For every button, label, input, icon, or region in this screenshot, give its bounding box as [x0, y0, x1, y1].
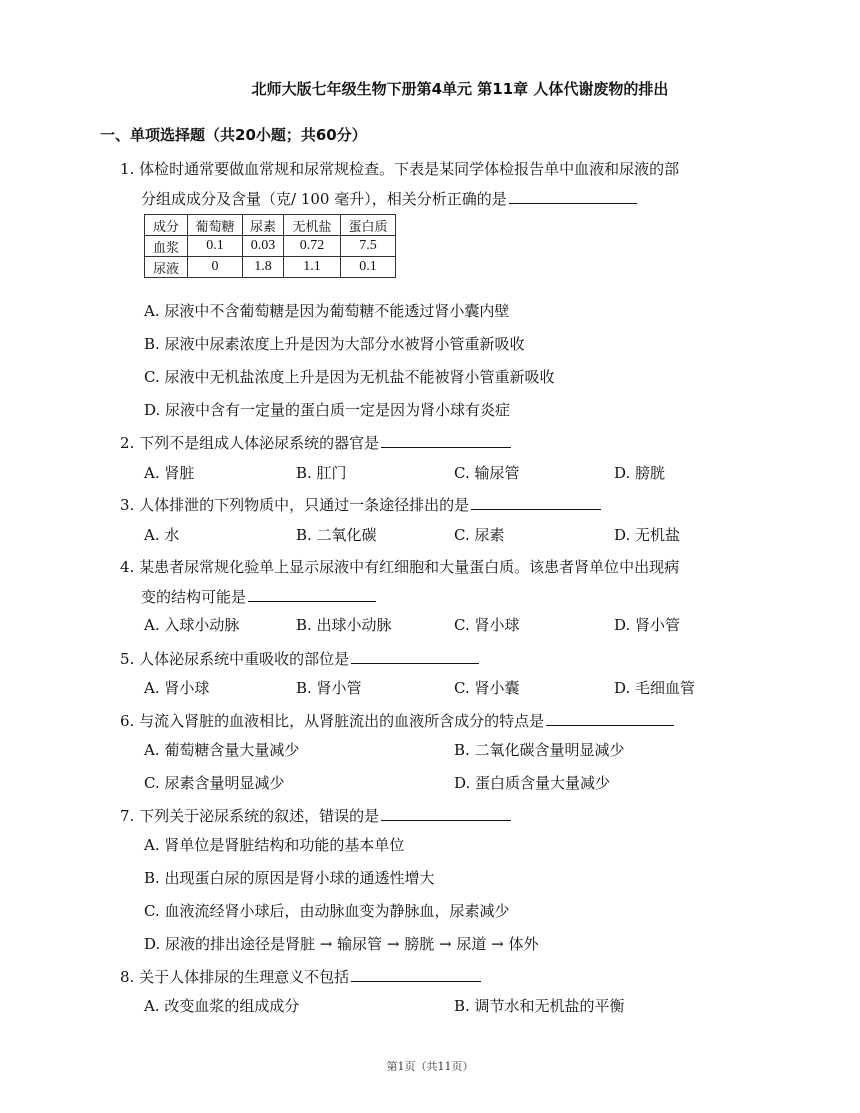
- answer-blank: [351, 649, 479, 664]
- q2-option-d: D. 膀胱: [614, 464, 666, 482]
- page-footer: 第1页（共11页）: [386, 1060, 474, 1073]
- q5-option-a: A. 肾小球: [144, 679, 210, 697]
- answer-blank: [509, 189, 637, 204]
- q4-option-a: A. 入球小动脉: [144, 616, 240, 634]
- table-header: 蛋白质: [341, 215, 396, 236]
- q1-option-b: B. 尿液中尿素浓度上升是因为大部分水被肾小管重新吸收: [144, 335, 525, 353]
- table-cell: 0.03: [243, 236, 284, 257]
- table-cell: 0.72: [284, 236, 341, 257]
- q1-option-a: A. 尿液中不含葡萄糖是因为葡萄糖不能透过肾小囊内壁: [144, 302, 510, 320]
- q4-stem-line1: 4. 某患者尿常规化验单上显示尿液中有红细胞和大量蛋白质。该患者肾单位中出现病: [120, 558, 680, 576]
- q7-option-a: A. 肾单位是肾脏结构和功能的基本单位: [144, 836, 405, 854]
- answer-blank: [381, 433, 511, 448]
- q8-stem-text: 8. 关于人体排尿的生理意义不包括: [120, 968, 350, 986]
- table-cell: 0.1: [341, 257, 396, 278]
- q6-stem-text: 6. 与流入肾脏的血液相比，从肾脏流出的血液所含成分的特点是: [120, 712, 545, 730]
- q2-option-b: B. 肛门: [296, 464, 347, 482]
- q2-option-c: C. 输尿管: [454, 464, 520, 482]
- q4-option-d: D. 肾小管: [614, 616, 681, 634]
- q2-option-a: A. 肾脏: [144, 464, 195, 482]
- table-header: 无机盐: [284, 215, 341, 236]
- q3-stem: [120, 494, 601, 515]
- q2-stem-text: 2. 下列不是组成人体泌尿系统的器官是: [120, 434, 380, 452]
- q8-stem: [120, 966, 481, 987]
- q4-stem-text: 变的结构可能是: [141, 588, 247, 606]
- section-title: 一、单项选择题（共20小题；共60分）: [100, 126, 367, 144]
- q1-stem-line2: [141, 188, 637, 209]
- table-cell: 0: [188, 257, 243, 278]
- table-header: 成分: [145, 215, 188, 236]
- q5-option-b: B. 肾小管: [296, 679, 362, 697]
- q6-option-d: D. 蛋白质含量大量减少: [454, 774, 611, 792]
- q1-stem-text: 分组成成分及含量（克/ 100 毫升），相关分析正确的是: [141, 190, 507, 208]
- page-title: 北师大版七年级生物下册第4单元 第11章 人体代谢废物的排出: [251, 80, 669, 98]
- q7-stem: [120, 805, 511, 826]
- q5-option-c: C. 肾小囊: [454, 679, 520, 697]
- q3-option-b: B. 二氧化碳: [296, 526, 377, 544]
- q3-option-d: D. 无机盐: [614, 526, 681, 544]
- q4-option-b: B. 出球小动脉: [296, 616, 392, 634]
- q6-stem: [120, 710, 674, 731]
- table-header-row: [145, 215, 396, 236]
- q3-option-a: A. 水: [144, 526, 180, 544]
- answer-blank: [248, 587, 376, 602]
- q6-option-b: B. 二氧化碳含量明显减少: [454, 741, 625, 759]
- q6-option-a: A. 葡萄糖含量大量减少: [144, 741, 300, 759]
- answer-blank: [546, 711, 674, 726]
- q5-stem-text: 5. 人体泌尿系统中重吸收的部位是: [120, 650, 350, 668]
- q1-option-c: C. 尿液中无机盐浓度上升是因为无机盐不能被肾小管重新吸收: [144, 368, 555, 386]
- table-cell: 1.8: [243, 257, 284, 278]
- q7-option-d: D. 尿液的排出途径是肾脏 → 输尿管 → 膀胱 → 尿道 → 体外: [144, 935, 539, 953]
- table-header: 葡萄糖: [188, 215, 243, 236]
- q1-table: [144, 214, 396, 278]
- answer-blank: [351, 967, 481, 982]
- table-row: [145, 257, 396, 278]
- q8-option-a: A. 改变血浆的组成成分: [144, 997, 300, 1015]
- q7-stem-text: 7. 下列关于泌尿系统的叙述，错误的是: [120, 807, 380, 825]
- q6-option-c: C. 尿素含量明显减少: [144, 774, 285, 792]
- table-cell: 0.1: [188, 236, 243, 257]
- q4-stem-line2: [141, 586, 376, 607]
- q3-stem-text: 3. 人体排泄的下列物质中，只通过一条途径排出的是: [120, 496, 470, 514]
- q3-option-c: C. 尿素: [454, 526, 505, 544]
- q5-option-d: D. 毛细血管: [614, 679, 696, 697]
- q8-option-b: B. 调节水和无机盐的平衡: [454, 997, 625, 1015]
- q7-option-b: B. 出现蛋白尿的原因是肾小球的通透性增大: [144, 869, 435, 887]
- table-cell: 尿液: [145, 257, 188, 278]
- q7-option-c: C. 血液流经肾小球后，由动脉血变为静脉血，尿素减少: [144, 902, 510, 920]
- q1-stem-line1: 1. 体检时通常要做血常规和尿常规检查。下表是某同学体检报告单中血液和尿液的部: [120, 160, 680, 178]
- q2-stem: [120, 432, 511, 453]
- q5-stem: [120, 648, 479, 669]
- q1-option-d: D. 尿液中含有一定量的蛋白质一定是因为肾小球有炎症: [144, 401, 511, 419]
- q4-option-c: C. 肾小球: [454, 616, 520, 634]
- table-cell: 7.5: [341, 236, 396, 257]
- answer-blank: [471, 495, 601, 510]
- table-cell: 血浆: [145, 236, 188, 257]
- table-row: [145, 236, 396, 257]
- table-header: 尿素: [243, 215, 284, 236]
- table-cell: 1.1: [284, 257, 341, 278]
- answer-blank: [381, 806, 511, 821]
